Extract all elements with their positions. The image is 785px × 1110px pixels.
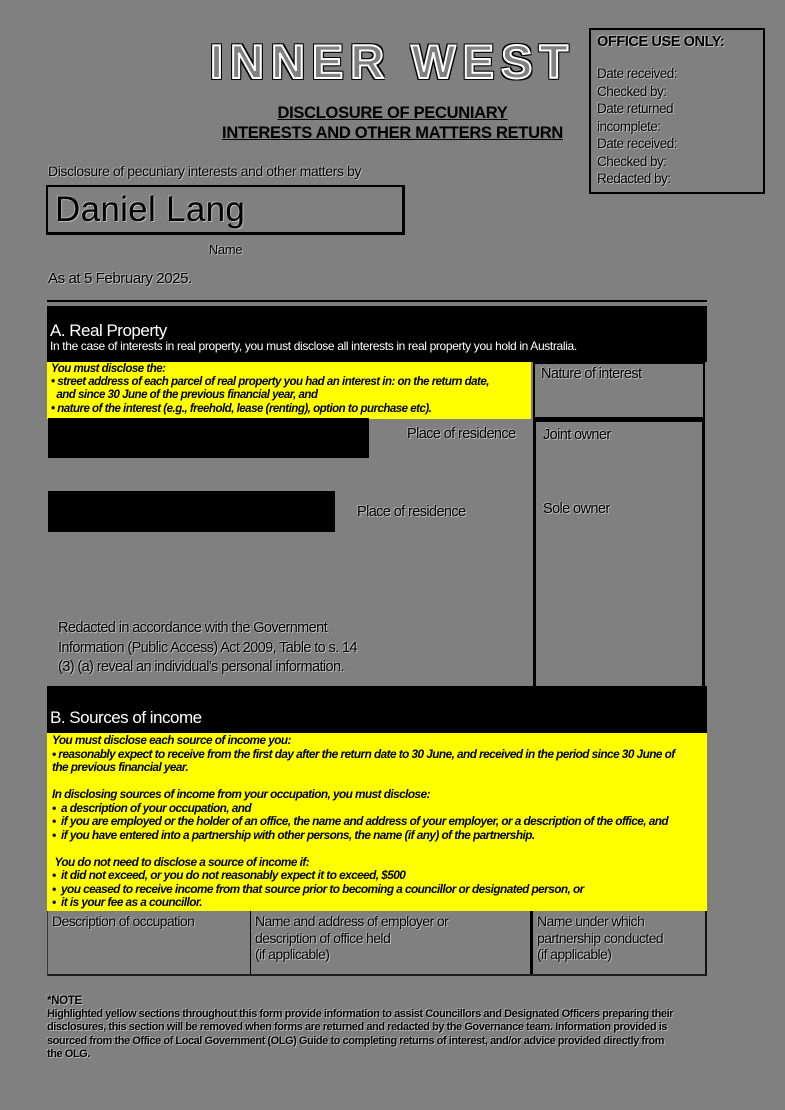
inner-west-logo-text: INNER WEST (209, 35, 576, 88)
redaction-bar-address-1 (48, 418, 369, 458)
section-a-subheading: In the case of interests in real property, you must disclose all interests in real property you hold in Australia. (50, 339, 577, 353)
section-a-top-rule (47, 300, 707, 302)
joint-owner-label: Joint owner (543, 427, 611, 443)
column-header-employer: Name and address of employer or description of office held (if applicable) (250, 911, 530, 974)
name-value: Daniel Lang (55, 190, 246, 229)
section-a-guidance: You must disclose the: • street address of each parcel of real property you had an interest in: on the return date, and since 30 June of the previous financial year, and • nature of the interest (e.g., freehold, lease (renting), option to purchase etc). (47, 362, 531, 419)
form-title (0, 103, 785, 143)
disclosure-by-line: Disclosure of pecuniary interests and other matters by (48, 163, 361, 179)
section-b-heading: B. Sources of income (50, 708, 202, 727)
place-of-residence-label-1: Place of residence (407, 426, 516, 442)
office-use-only-title: OFFICE USE ONLY: (597, 34, 725, 50)
section-a-real-property (47, 300, 707, 686)
section-b-guidance: You must disclose each source of income you: • reasonably expect to receive from the first day after the return date to 30 June, and received in the period since 30 June of the previous financial year. In disclosing sources of income from your occupation, you must disclose: • a description of your occupation, and • if you are employed or the holder of an office, the name and address of your employer, or a description of the office, and • if you have entered into a partnership with other persons, the name (if any) of the partnership. You do not need to disclose a source of income if: • it did not exceed, or you do not reasonably expect it to exceed, $500 • you ceased to receive income from that source prior to becoming a councillor or designated person, or • it is your fee as a councillor. (47, 733, 707, 911)
form-title-line1: DISCLOSURE OF PECUNIARY (277, 104, 508, 122)
name-field-label: Name (208, 242, 243, 257)
footnote (47, 995, 752, 1061)
place-of-residence-label-2: Place of residence (357, 504, 466, 520)
footnote-body: Highlighted yellow sections throughout this form provide information to assist Councillors and Designated Officers preparing their disclosures, this section will be removed when forms are returned and redacted by the Governance team. Information provided is sourced from the Office of Local Government (OLG) Guide to completing returns of interest, and/or advice provided directly from the OLG. (47, 1008, 674, 1060)
footnote-title: *NOTE (47, 995, 82, 1007)
column-header-description-of-occupation: Description of occupation (52, 913, 195, 929)
nature-of-interest-cell (533, 419, 705, 690)
form-title-line2: INTERESTS AND OTHER MATTERS RETURN (222, 124, 563, 142)
sole-owner-label: Sole owner (543, 501, 610, 517)
section-b-header (47, 686, 707, 733)
redaction-bar-address-2 (48, 491, 335, 532)
name-input[interactable] (46, 185, 405, 235)
redaction-note: Redacted in accordance with the Government Information (Public Access) Act 2009, Table to s. 14 (3) (a) reveal an individual's personal information. (58, 620, 357, 675)
nature-of-interest-header: Nature of interest (533, 362, 705, 419)
section-a-header (47, 306, 707, 362)
section-a-heading: A. Real Property (50, 321, 167, 340)
as-at-date: As at 5 February 2025. (48, 270, 192, 287)
column-header-partnership: Name under which partnership conducted (if applicable) (530, 911, 705, 974)
section-b-table-header-row (47, 911, 707, 976)
office-use-only-lines: Date received: Checked by: Date returned incomplete: Date received: Checked by: Redacted by: (597, 66, 678, 186)
